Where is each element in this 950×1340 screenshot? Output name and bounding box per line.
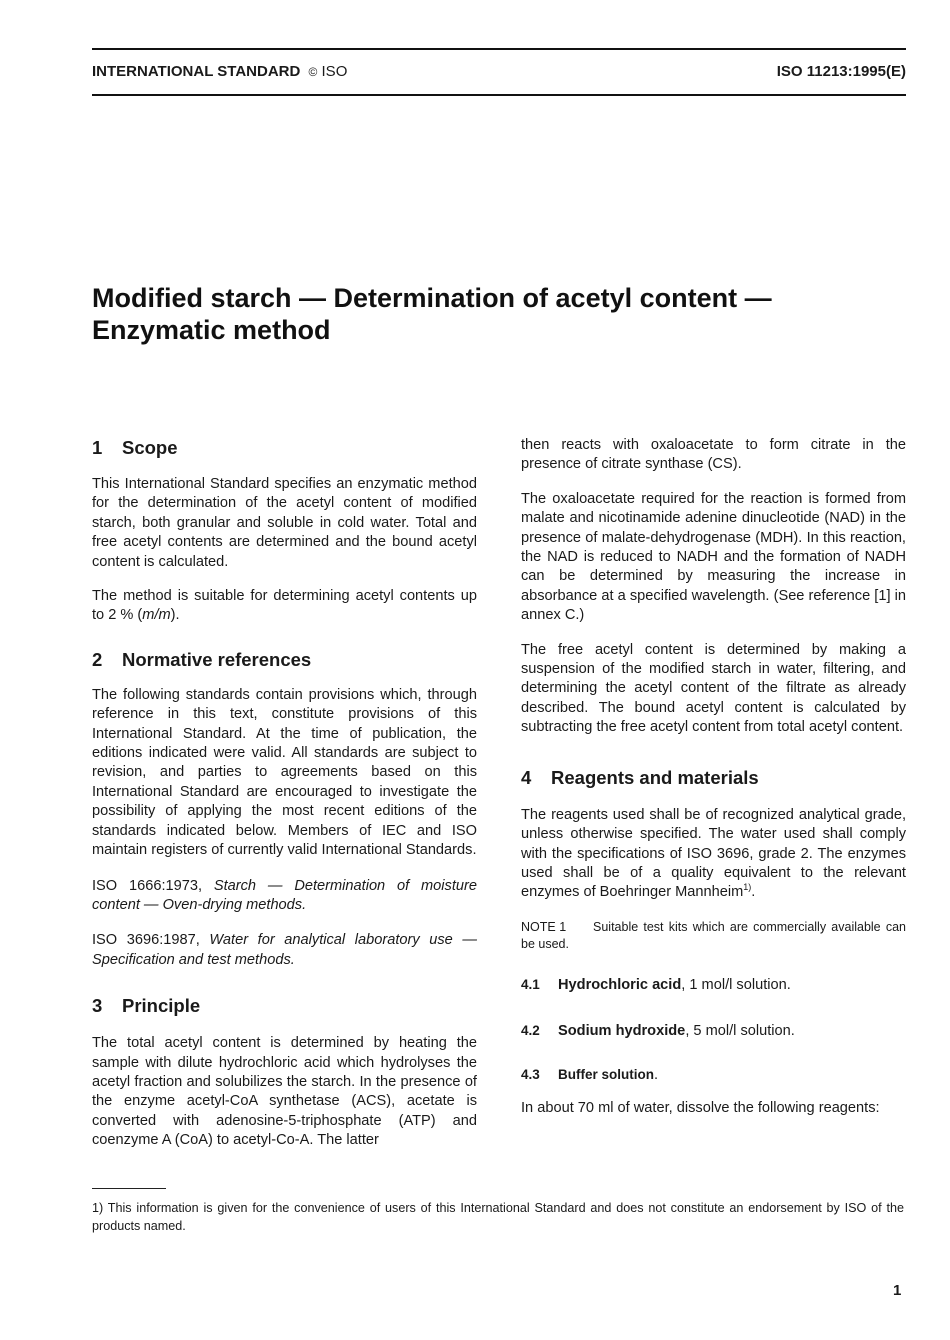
document-title bbox=[92, 282, 892, 346]
principle-paragraph-2: The oxaloacetate required for the reaction is formed from malate and nicotinamide adenine dinucleotide (NAD) in the presence of malate-dehydrogenase (MDH). In this reaction, the NAD is reduced to NADH and the formation of NADH can be determined by measuring the increase in absorbance at a specified wavelength. (See reference [1] in annex C.) bbox=[521, 490, 906, 624]
header-top-rule bbox=[92, 48, 906, 50]
header-left bbox=[92, 63, 347, 80]
section-heading-principle: 3 Principle bbox=[92, 995, 201, 1017]
header-standard-label: INTERNATIONAL STANDARD bbox=[92, 63, 301, 80]
normative-reference-iso-3696: ISO 3696:1987, Water for analytical laboratory use — Specification and test methods. bbox=[92, 932, 477, 968]
copyright-symbol: © bbox=[308, 65, 318, 79]
header-bottom-rule bbox=[92, 94, 906, 96]
scope-paragraph-1: This International Standard specifies an enzymatic method for the determination of the acetyl content of modified starch, both granular and soluble in cold water. Total and free acetyl contents are determined and the bound acetyl content is calculated. bbox=[92, 476, 477, 570]
reagents-paragraph-2: In about 70 ml of water, dissolve the following reagents: bbox=[521, 1099, 880, 1116]
header-org: ISO bbox=[321, 63, 348, 80]
section-heading-normative-references: 2 Normative references bbox=[92, 648, 312, 670]
title-line-2: Enzymatic method bbox=[92, 315, 331, 345]
left-column bbox=[92, 436, 477, 1151]
scope-paragraph-2: The method is suitable for determining acetyl contents up to 2 % (m/m). bbox=[92, 588, 477, 624]
right-column bbox=[521, 436, 906, 1118]
normative-reference-iso-1666: ISO 1666:1973, Starch — Determination of moisture content — Oven-drying methods. bbox=[92, 877, 477, 913]
footnote-rule bbox=[92, 1188, 166, 1189]
reagent-item-4-1: 4.1 Hydrochloric acid, 1 mol/l solution. bbox=[521, 976, 791, 993]
footnote: 1) This information is given for the convenience of users of this International Standard and does not constitute an endorsement by ISO of the products named. bbox=[92, 1201, 904, 1233]
principle-paragraph-1: The total acetyl content is determined by heating the sample with dilute hydrochloric acid which hydrolyses the acetyl fraction and solubilizes the starch. In the presence of the enzyme acetyl-CoA synthetase (ACS), acetate is converted with adenosine-5-triphosphate (ATP) and coenzyme A (CoA) to acetyl-Co-A. The latter bbox=[92, 1035, 477, 1149]
note-1: NOTE 1 Suitable test kits which are commercially available can be used. bbox=[521, 919, 906, 951]
section-heading-reagents: 4 Reagents and materials bbox=[521, 766, 759, 788]
title-line-1: Modified starch — Determination of acetyl content — bbox=[92, 283, 772, 313]
reagents-paragraph-1: The reagents used shall be of recognized analytical grade, unless otherwise specified. The water used shall comply with the specifications of ISO 3696, grade 2. The enzymes used shall be of a quality equivalent to the relevant enzymes of Boehringer Mannheim$^{1)}$. bbox=[521, 806, 906, 901]
reagent-item-4-2: 4.2 Sodium hydroxide, 5 mol/l solution. bbox=[521, 1022, 795, 1039]
header-doc-id: ISO 11213:1995(E) bbox=[776, 63, 906, 80]
principle-paragraph-3: The free acetyl content is determined by making a suspension of the modified starch in water, filtering, and determining the acetyl content of the filtrate as already described. The bound acetyl content is calculated by subtracting the free acetyl content from total acetyl content. bbox=[521, 641, 906, 736]
principle-paragraph-1-continued: then reacts with oxaloacetate to form citrate in the presence of citrate synthase (CS). bbox=[521, 437, 906, 473]
reagent-item-4-3: 4.3 Buffer solution. bbox=[521, 1066, 659, 1083]
normative-paragraph-1: The following standards contain provisions which, through reference in this text, constitute provisions of this International Standard. At the time of publication, the editions indicated were valid. All standards are subject to revision, and parties to agreements based on this International Standard are encouraged to investigate the possibility of applying the most recent editions of the standards indicated below. Members of IEC and ISO maintain registers of currently valid International Standards. bbox=[92, 686, 477, 859]
section-heading-scope: 1 Scope bbox=[92, 437, 178, 458]
page-number: 1 bbox=[893, 1282, 902, 1299]
